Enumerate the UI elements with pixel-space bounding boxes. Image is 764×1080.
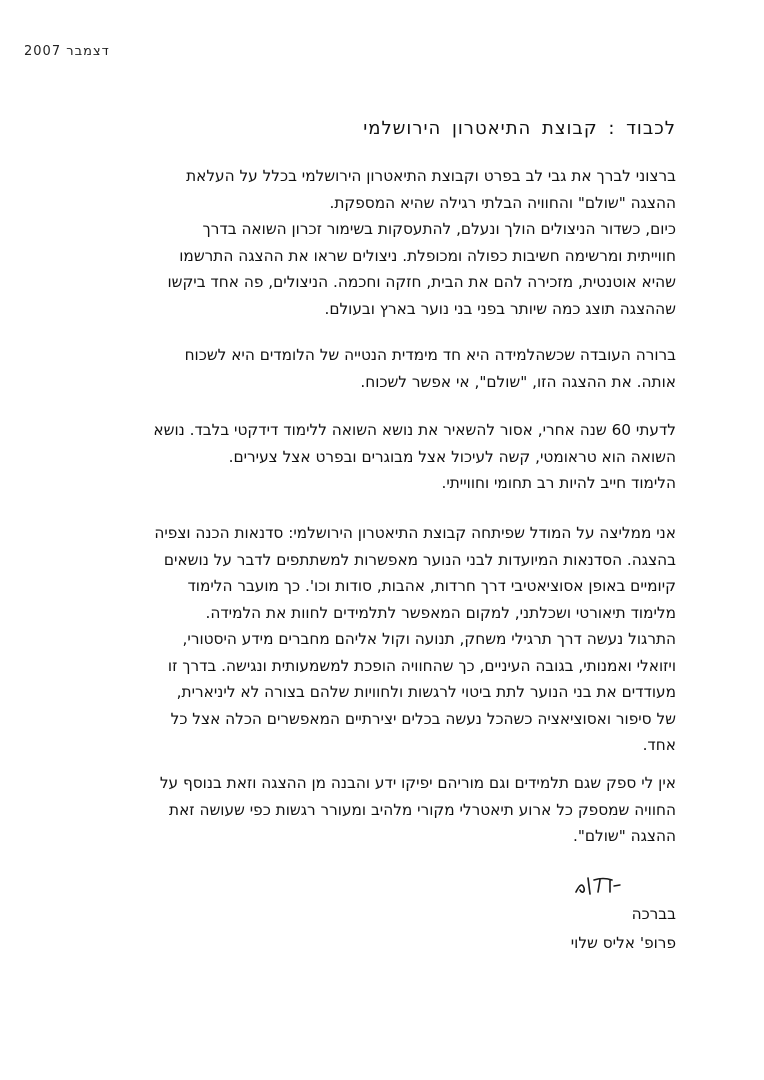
paragraph-line: מעודדים את בני הנוער לתת ביטוי לרגשות ולחוויות שלהם בצורה לא ליניארית, (176, 683, 676, 701)
paragraph-5 (90, 770, 676, 850)
paragraph-line: ויזואלי ואמנותי, בגובה העיניים, כך שהחוויה הופכת למשמעותית ונגישה. בדרך זו (167, 656, 676, 675)
letter-date: דצמבר 2007 (24, 44, 110, 59)
paragraph-line: הלימוד חייב להיות רב תחומי וחווייתי. (441, 474, 676, 492)
paragraph-line: בהצגה. הסדנאות המיועדות לבני הנוער מאפשרות למשתתפים לדבר על נושאים (163, 550, 676, 569)
paragraph-line: התרגול נעשה דרך תרגילי משחק, תנועה וקול אליהם מחברים מידע היסטורי, (182, 630, 676, 648)
signer-name: פרופ' אליס שלוי (570, 934, 676, 952)
paragraph-line: כיום, כשדור הניצולים הולך ונעלם, להתעסקות בשימור זכרון השואה בדרך (202, 220, 676, 238)
paragraph-line: אחד. (642, 736, 676, 754)
paragraph-4 (90, 520, 676, 759)
paragraph-line: ההצגה "שולם". (572, 827, 676, 845)
paragraph-line: של סיפור ואסוציאציה כשהכל נעשה בכלים יצירתיים המאפשרים הכלה אצל כל (170, 709, 676, 728)
paragraph-line: אני ממליצה על המודל שפיתחה קבוצת התיאטרון הירושלמי: סדנאות הכנה וצפיה (154, 524, 676, 542)
paragraph-line: ברצוני לברך את גבי לב בפרט וקבוצת התיאטרון הירושלמי בכלל על העלאת (186, 167, 676, 185)
paragraph-3 (90, 417, 676, 497)
paragraph-line: אותה. את ההצגה הזו, "שולם", אי אפשר לשכוח. (360, 372, 676, 391)
paragraph-line: ההצגה "שולם" והחוויה הבלתי רגילה שהיא המספקת. (329, 193, 676, 212)
letter-closing (420, 900, 676, 958)
paragraph-line: שההצגה תוצג כמה שיותר בפני בני נוער בארץ ובעולם. (324, 299, 676, 318)
paragraph-line: אין לי ספק שגם תלמידים וגם מוריהם יפיקו ידע והבנה מן ההצגה וזאת בנוסף על (159, 774, 676, 792)
paragraph-line: קיומיים באופן אסוציאטיבי דרך חרדות, אהבות, סודות וכו'. כך מועבר הלימוד (187, 577, 676, 595)
paragraph-line: ברורה העובדה שכשהלמידה היא חד מימדית הנטייה של הלומדים היא לשכוח (184, 346, 676, 364)
paragraph-line: שהיא אוטנטית, מזכירה להם את הבית, חזקה וחכמה. הניצולים, פה אחד ביקשו (167, 273, 676, 291)
paragraph-1 (90, 163, 676, 322)
paragraph-line: חווייתית ומרשימה חשיבות כפולה ומכופלת. ניצולים שראו את ההצגה התרשמו (179, 246, 676, 265)
letter-salutation: לכבוד : קבוצת התיאטרון הירושלמי (363, 118, 676, 139)
paragraph-line: השואה הוא טראומטי, קשה לעיכול אצל מבוגרים ובפרט אצל צעירים. (228, 447, 676, 466)
paragraph-line: מלימוד תיאורטי ושכלתני, למקום המאפשר לתלמידים לחוות את הלמידה. (205, 603, 676, 622)
paragraph-line: לדעתי 60 שנה אחרי, אסור להשאיר את נושא השואה ללימוד דידקטי בלבד. נושא (153, 421, 676, 439)
paragraph-line: החוויה שמספק כל ארוע תיאטרלי מקורי מלהיב ומעורר רגשות כפי שעושה זאת (169, 800, 676, 819)
handwritten-signature (570, 868, 630, 902)
closing-greeting: בברכה (631, 905, 676, 923)
paragraph-2 (90, 342, 676, 395)
